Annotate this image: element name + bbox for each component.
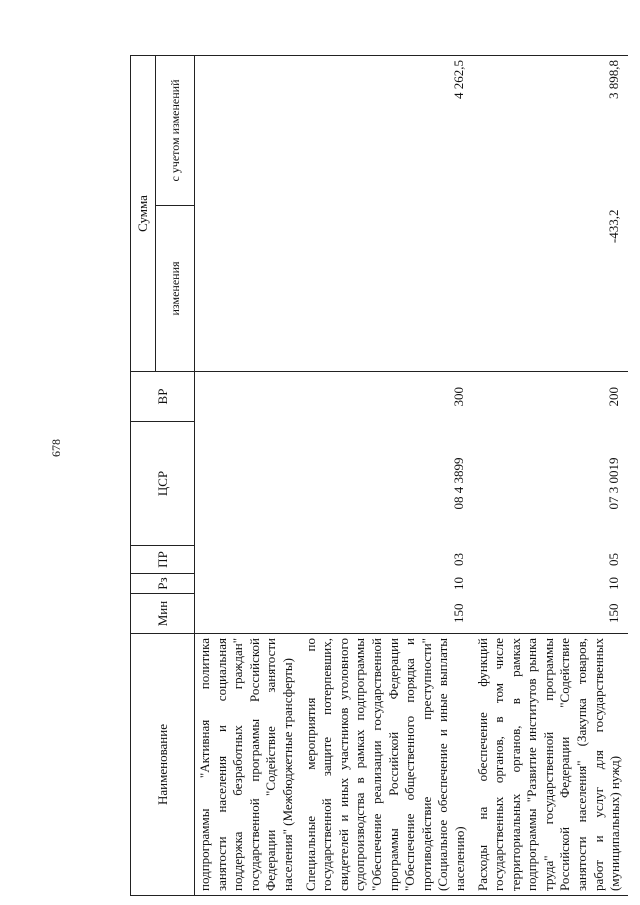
header-rz: Рз bbox=[131, 574, 195, 594]
row-with-changes: 3 898,8 bbox=[473, 56, 628, 206]
row-with-changes bbox=[195, 56, 301, 206]
header-changes: изменения bbox=[156, 206, 195, 372]
header-sum: Сумма bbox=[131, 56, 156, 372]
header-with-changes: с учетом изменений bbox=[156, 56, 195, 206]
header-min: Мин bbox=[131, 594, 195, 634]
header-vr: ВР bbox=[131, 372, 195, 422]
row-vr: 200 bbox=[605, 387, 621, 407]
row-changes: -433,2 bbox=[473, 206, 628, 372]
row-changes bbox=[195, 206, 301, 372]
table-row bbox=[473, 56, 628, 896]
row-csr: 08 4 3899 bbox=[450, 457, 466, 510]
row-rz: 10 bbox=[450, 577, 466, 590]
header-name: Наименование bbox=[131, 634, 195, 896]
table-row bbox=[301, 56, 473, 896]
row-name: Специальные мероприятия по государственной защите потерпевших, свидетелей и иных участников уголовного судопроизводства в рамках подпрограммы "Обеспечение реализации государственной программы Российской Федерации "Обеспечение общественного порядка и противодействие преступности" (Социальное обеспечение и иные выплаты населению) bbox=[301, 634, 473, 896]
row-with-changes: 4 262,5 bbox=[301, 56, 473, 206]
row-csr bbox=[195, 422, 301, 546]
row-min bbox=[195, 594, 301, 634]
row-name: подпрограммы "Активная политика занятости населения и социальная поддержка безработных граждан" государственной программы Российской Федерации "Содействие занятости населения" (Межбюджетные трансферты) bbox=[195, 634, 301, 896]
rotated-page bbox=[130, 56, 623, 896]
row-csr: 07 3 0019 bbox=[605, 457, 621, 510]
row-pr: 03 bbox=[450, 553, 466, 566]
row-vr bbox=[195, 372, 301, 422]
row-pr: 05 bbox=[605, 553, 621, 566]
budget-table bbox=[130, 55, 628, 896]
row-min: 150 bbox=[301, 594, 473, 634]
header-csr: ЦСР bbox=[131, 422, 195, 546]
row-min: 150 bbox=[473, 594, 628, 634]
table-row bbox=[195, 56, 301, 896]
row-changes bbox=[301, 206, 473, 372]
row-pr bbox=[195, 546, 301, 574]
row-name: Расходы на обеспечение функций государственных органов, в том числе территориальных органов, в рамках подпрограммы "Развитие институтов рынка труда" государственной программы Российской Федерации "Содействие занятости населения" (Закупка товаров, работ и услуг для государственных (муниципальных) нужд) bbox=[473, 634, 628, 896]
row-vr: 300 bbox=[450, 387, 466, 407]
row-rz: 10 bbox=[605, 577, 621, 590]
page-number: 678 bbox=[49, 439, 63, 457]
row-rz bbox=[195, 574, 301, 594]
header-pr: ПР bbox=[131, 546, 195, 574]
